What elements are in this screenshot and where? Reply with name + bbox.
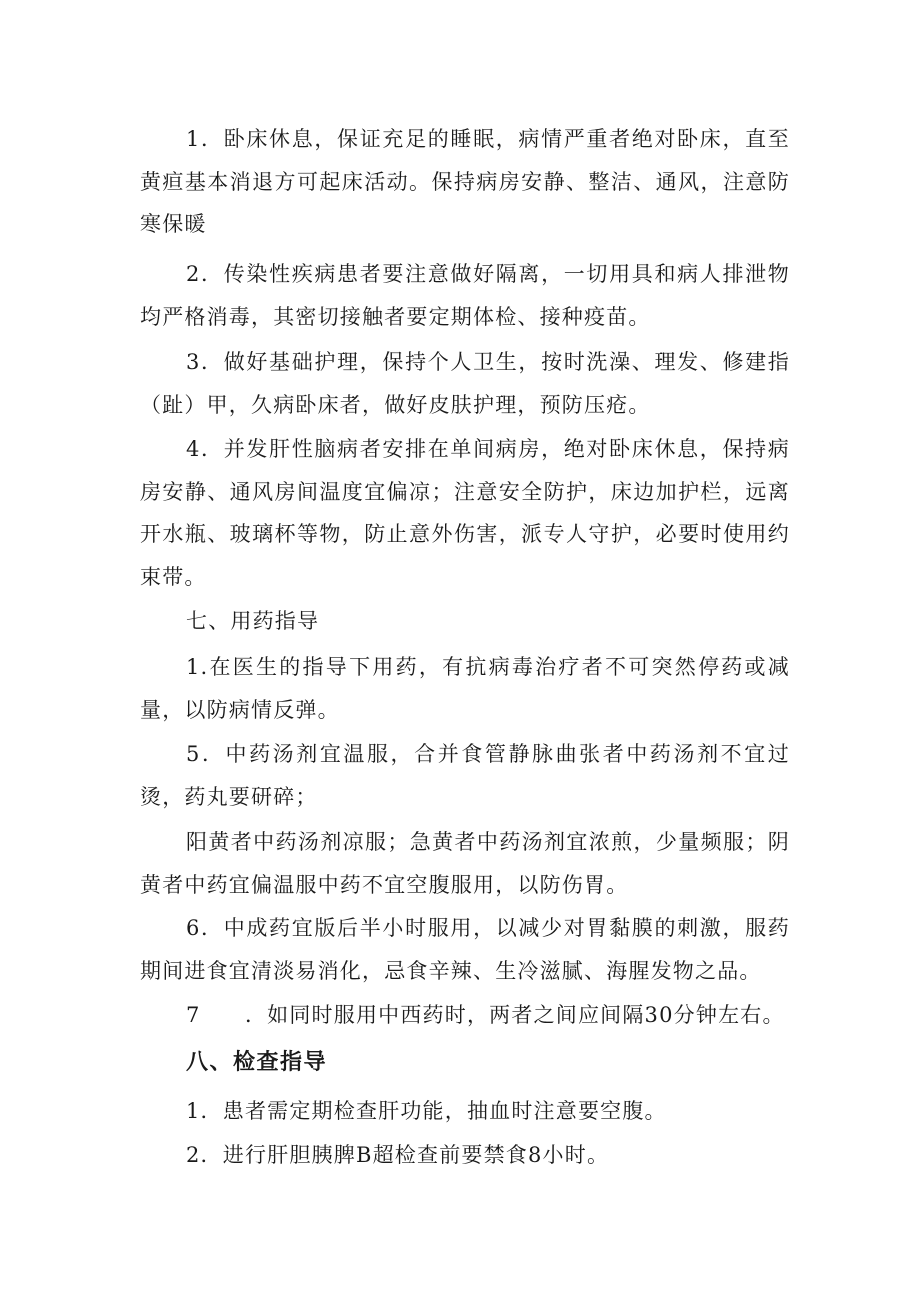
paragraph-isolation: 2．传染性疾病患者要注意做好隔离，一切用具和病人排泄物均严格消毒，其密切接触者要定期体检、接种疫苗。 [140, 262, 790, 329]
paragraph-herbal-decoction: 5．中药汤剂宜温服，合并食管静脉曲张者中药汤剂不宜过烫，药丸要研碎； [140, 742, 790, 809]
paragraph-basic-care: 3．做好基础护理，保持个人卫生，按时洗澡、理发、修建指（趾）甲，久病卧床者，做好皮肤护理，预防压疮。 [140, 350, 790, 417]
paragraph-yang-yin-jaundice: 阳黄者中药汤剂凉服；急黄者中药汤剂宜浓煎，少量频服；阴黄者中药宜偏温服中药不宜空腹服用，以防伤胃。 [140, 830, 790, 897]
paragraph-liver-function: 1．患者需定期检查肝功能，抽血时注意要空腹。 [186, 1099, 667, 1123]
paragraph-hepatic-encephalopathy: 4．并发肝性脑病者安排在单间病房，绝对卧床休息，保持病房安静、通风房间温度宜偏凉；注意安全防护，床边加护栏，远离开水瓶、玻璃杯等物，防止意外伤害，派专人守护，必要时使用约束带。 [140, 437, 790, 589]
section-heading-examination: 八、检查指导 [186, 1050, 328, 1075]
paragraph-chinese-patent-medicine: 6．中成药宜版后半小时服用，以减少对胃黏膜的刺激，服药期间进食宜清淡易消化，忌食辛辣、生冷滋腻、海腥发物之品。 [140, 916, 790, 983]
paragraph-medication-doctor: 1.在医生的指导下用药，有抗病毒治疗者不可突然停药或减量，以防病情反弹。 [140, 655, 790, 722]
paragraph-ultrasound: 2．进行肝胆胰脾B超检查前要禁食8小时。 [186, 1143, 610, 1167]
paragraph-bed-rest: 1．卧床休息，保证充足的睡眠，病情严重者绝对卧床，直至黄疸基本消退方可起床活动。保持病房安静、整洁、通风，注意防寒保暖 [140, 127, 790, 236]
paragraph-interval: 7 ．如同时服用中西药时，两者之间应间隔30分钟左右。 [186, 1003, 785, 1027]
section-heading-medication: 七、用药指导 [186, 609, 320, 633]
